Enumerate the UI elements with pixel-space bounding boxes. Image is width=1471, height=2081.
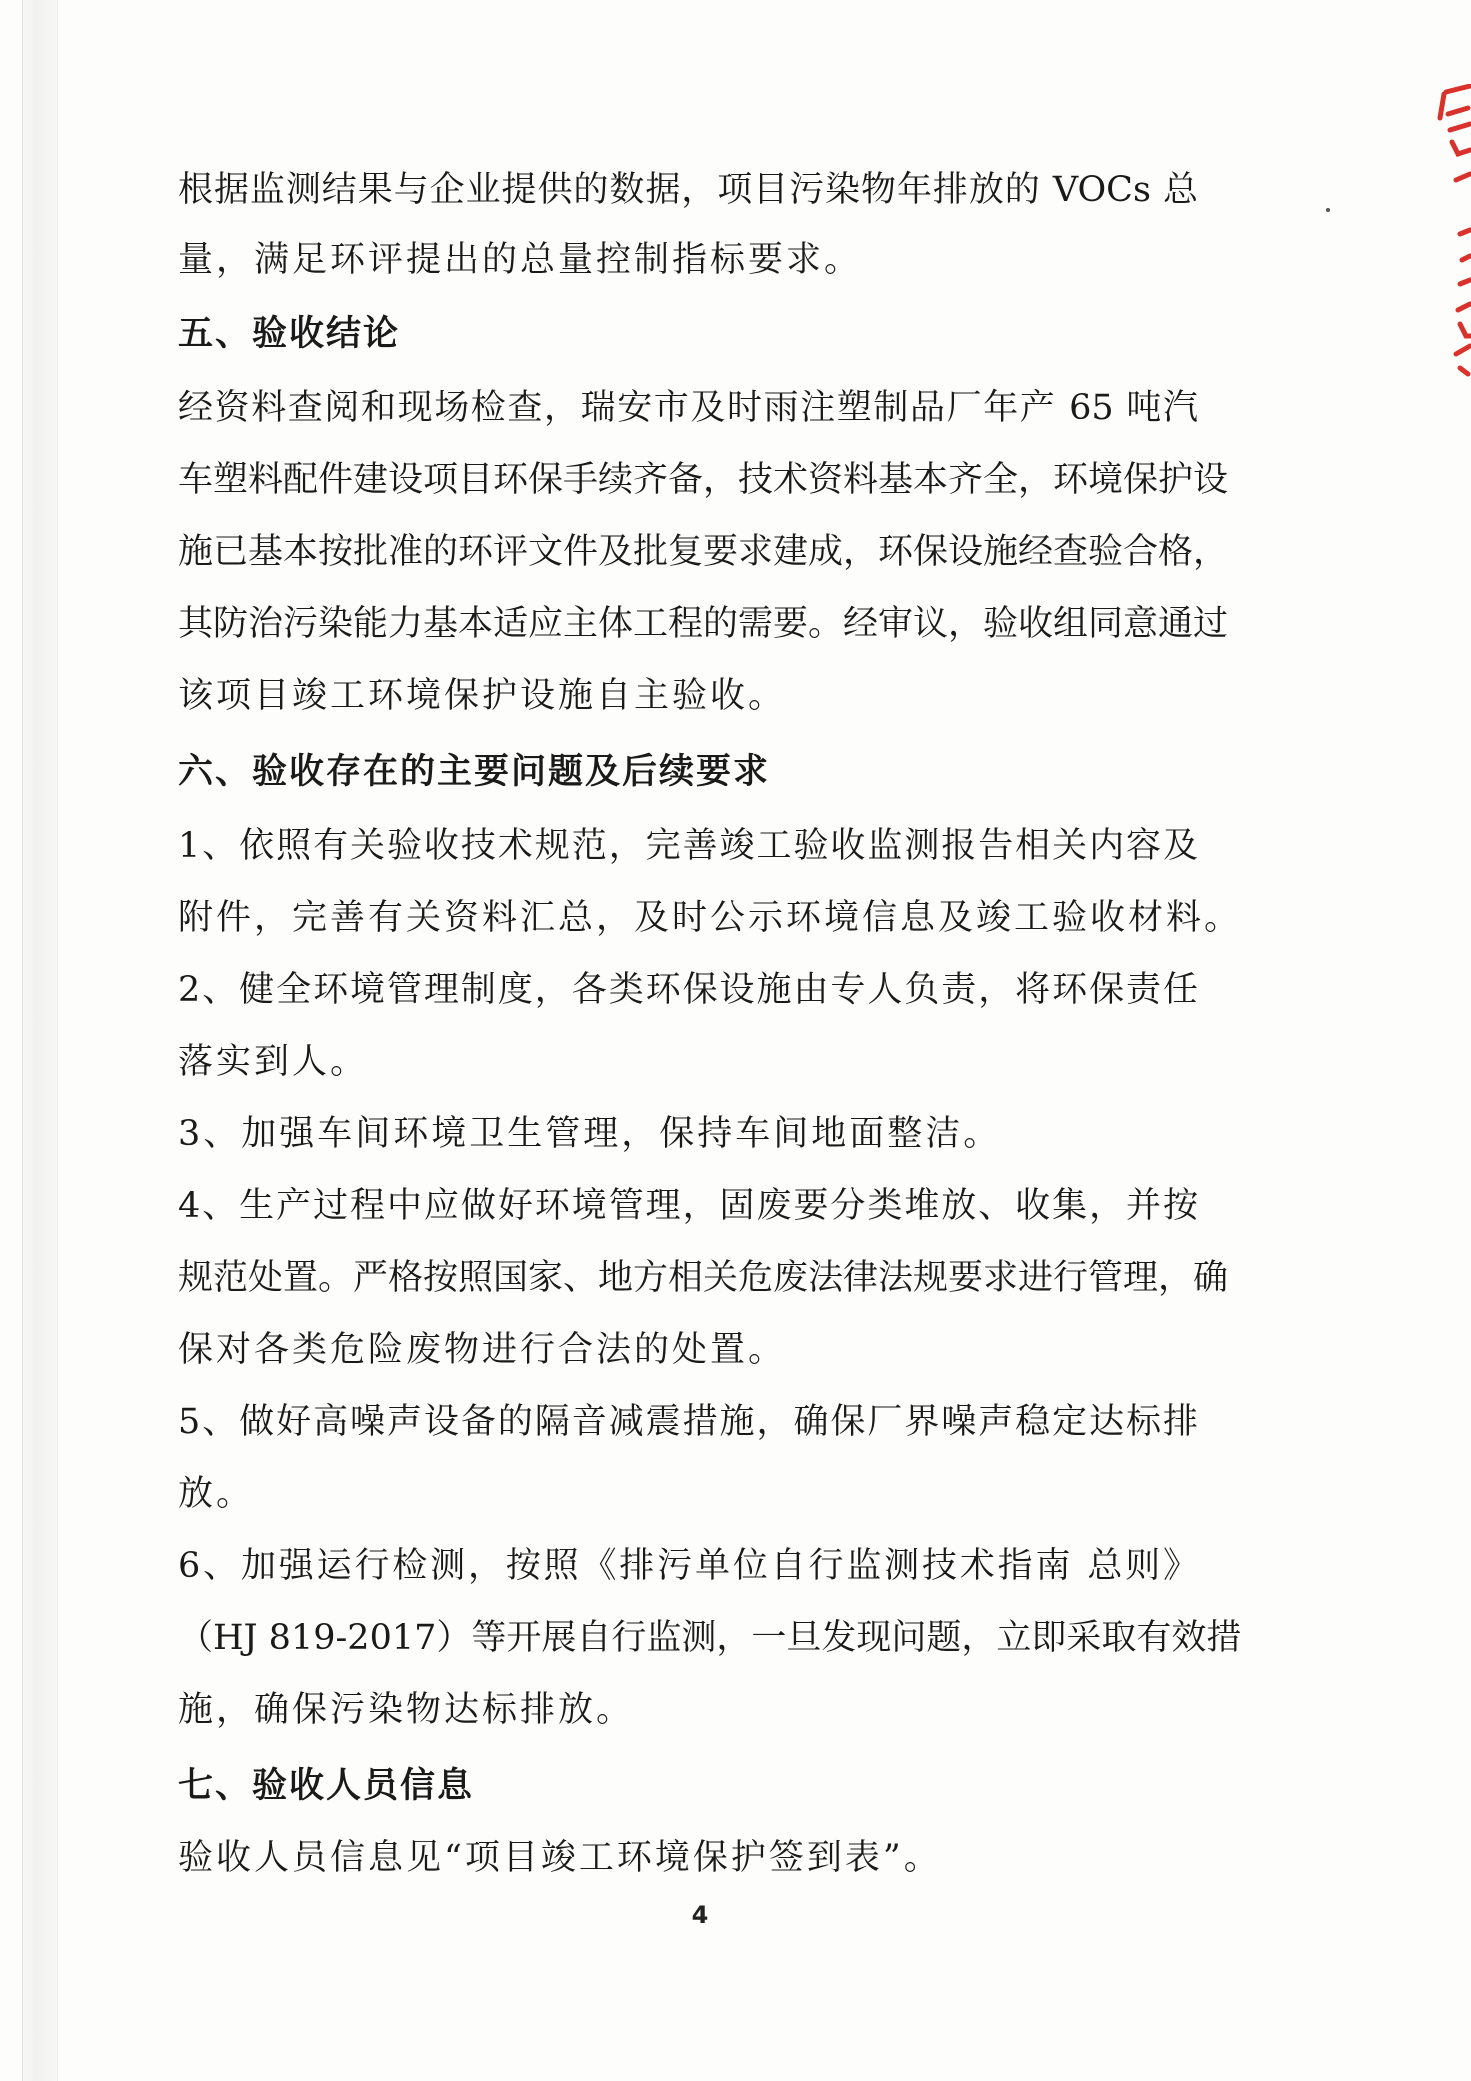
list-item-line: 施，确保污染物达标排放。 — [178, 1690, 635, 1730]
list-item-line: 1、依照有关验收技术规范，完善竣工验收监测报告相关内容及 — [178, 826, 1198, 866]
section-heading: 五、验收结论 — [178, 314, 401, 354]
list-item-line: （HJ 819-2017）等开展自行监测，一旦发现问题，立即采取有效措 — [178, 1618, 1242, 1658]
list-item-line: 2、健全环境管理制度，各类环保设施由专人负责，将环保责任 — [178, 970, 1198, 1010]
scan-speck — [1326, 208, 1330, 212]
list-item-line: 放。 — [178, 1474, 255, 1514]
red-seal-fragment — [1400, 84, 1471, 384]
paragraph-line: 验收人员信息见“项目竣工环境保护签到表”。 — [178, 1838, 942, 1878]
paragraph-line: 其防治污染能力基本适应主体工程的需要。经审议，验收组同意通过 — [178, 604, 1229, 644]
list-item-line: 规范处置。严格按照国家、地方相关危废法律法规要求进行管理，确 — [178, 1258, 1229, 1298]
paragraph-line: 施已基本按批准的环评文件及批复要求建成，环保设施经查验合格， — [178, 532, 1229, 572]
paragraph-line: 车塑料配件建设项目环保手续齐备，技术资料基本齐全，环境保护设 — [178, 460, 1229, 500]
page-number: 4 — [691, 1901, 709, 1929]
list-item-line: 4、生产过程中应做好环境管理，固废要分类堆放、收集，并按 — [178, 1186, 1198, 1226]
list-item-line: 落实到人。 — [178, 1042, 369, 1082]
page-fold-shadow — [22, 0, 58, 2081]
paragraph-line: 根据监测结果与企业提供的数据，项目污染物年排放的 VOCs 总 — [178, 170, 1198, 210]
list-item-line: 6、加强运行检测，按照《排污单位自行监测技术指南 总则》 — [178, 1546, 1198, 1586]
list-item-line: 3、加强车间环境卫生管理，保持车间地面整洁。 — [178, 1114, 1002, 1154]
list-item-line: 5、做好高噪声设备的隔音减震措施，确保厂界噪声稳定达标排 — [178, 1402, 1198, 1442]
list-item-line: 附件，完善有关资料汇总，及时公示环境信息及竣工验收材料。 — [178, 898, 1243, 938]
paragraph-line: 量，满足环评提出的总量控制指标要求。 — [178, 240, 863, 280]
section-heading: 六、验收存在的主要问题及后续要求 — [178, 752, 771, 792]
paragraph-line: 该项目竣工环境保护设施自主验收。 — [178, 676, 787, 716]
paragraph-line: 经资料查阅和现场检查，瑞安市及时雨注塑制品厂年产 65 吨汽 — [178, 388, 1198, 428]
section-heading: 七、验收人员信息 — [178, 1766, 475, 1806]
list-item-line: 保对各类危险废物进行合法的处置。 — [178, 1330, 787, 1370]
